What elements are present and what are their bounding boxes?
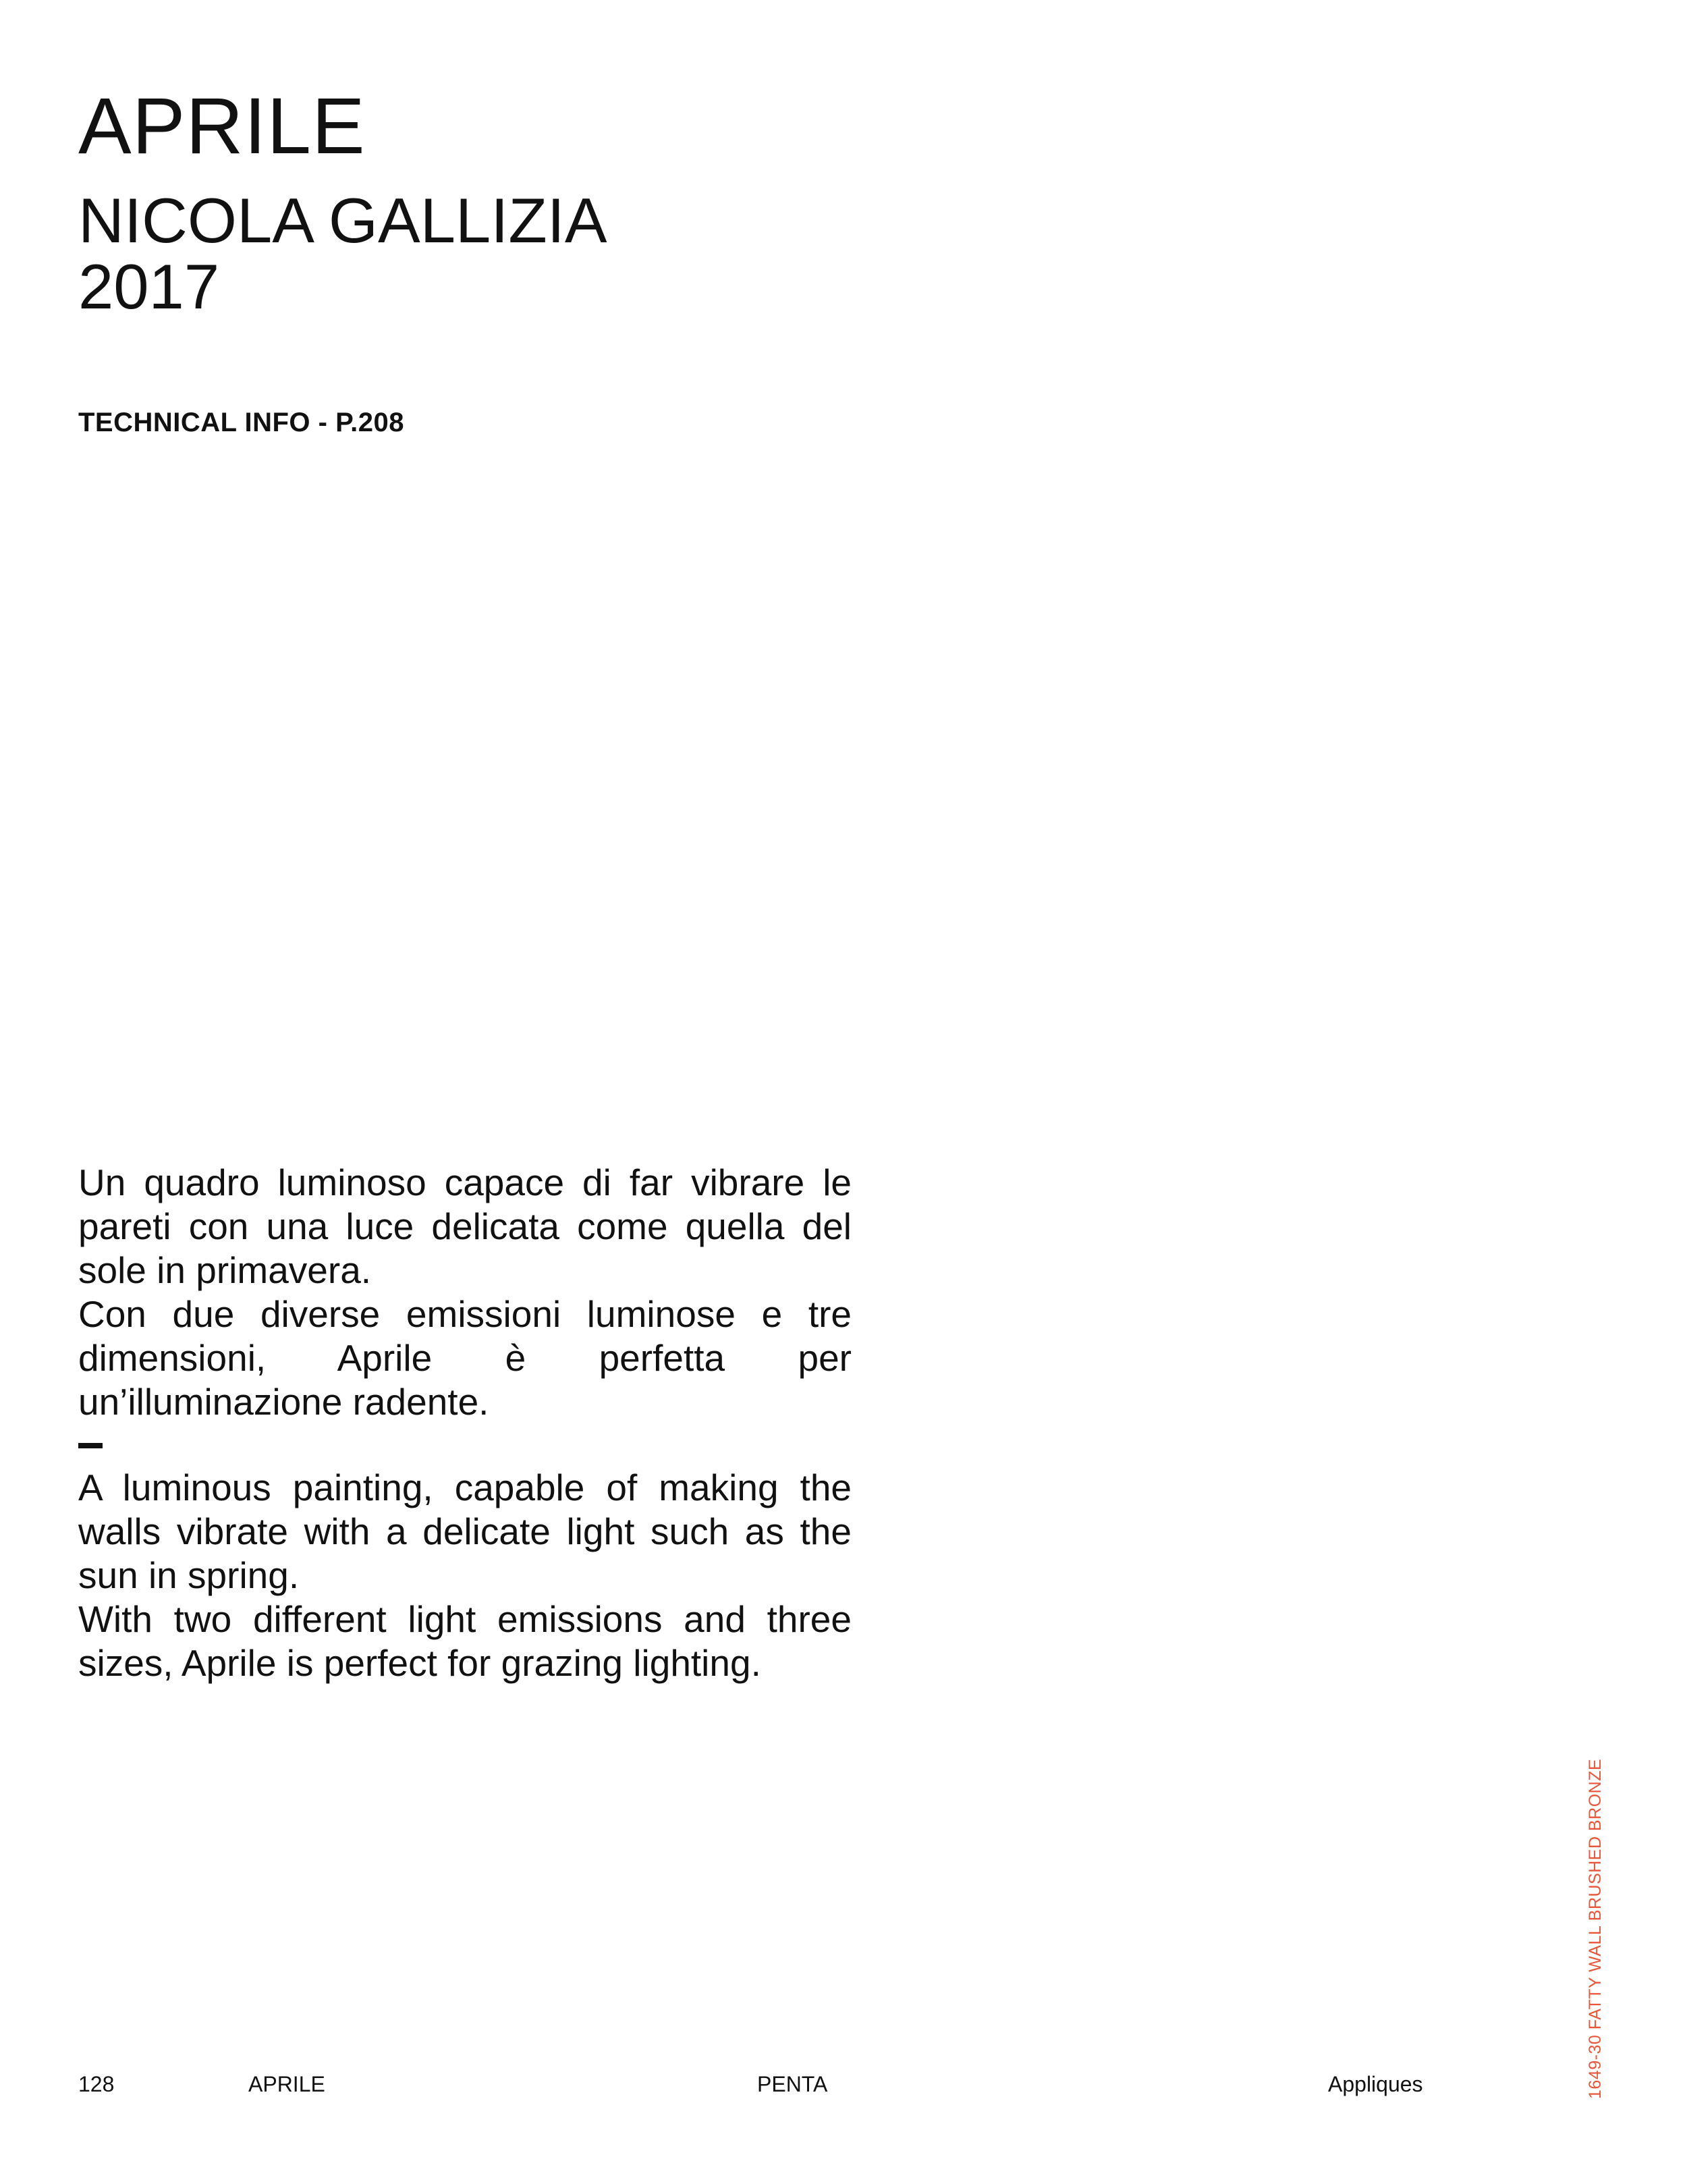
design-year: 2017 <box>78 251 220 322</box>
description-italian-p1: Un quadro luminoso capace di far vibrare le pareti con una luce delicata come quella del sole in primavera. <box>78 1162 852 1291</box>
footer-brand-name: PENTA <box>757 2072 828 2096</box>
description-block <box>78 1161 852 1685</box>
description-english-p1: A luminous painting, capable of making the walls vibrate with a delicate light such as the sun in spring. <box>78 1467 852 1596</box>
product-code-caption: 1649-30 FATTY WALL BRUSHED BRONZE <box>1586 1758 1605 2099</box>
description-english-p2: With two different light emissions and three sizes, Aprile is perfect for grazing lighting. <box>78 1598 852 1684</box>
designer-name: NICOLA GALLIZIA <box>78 185 607 256</box>
page-number: 128 <box>78 2072 115 2096</box>
description-italian-p2: Con due diverse emissioni luminose e tre dimensioni, Aprile è perfetta per un’illuminazione radente. <box>78 1293 852 1423</box>
language-divider <box>78 1443 103 1448</box>
technical-info-reference: TECHNICAL INFO - P.208 <box>78 408 404 437</box>
product-title: APRILE <box>78 82 366 171</box>
footer-category: Appliques <box>1328 2072 1423 2096</box>
footer-product-name: APRILE <box>248 2072 325 2096</box>
